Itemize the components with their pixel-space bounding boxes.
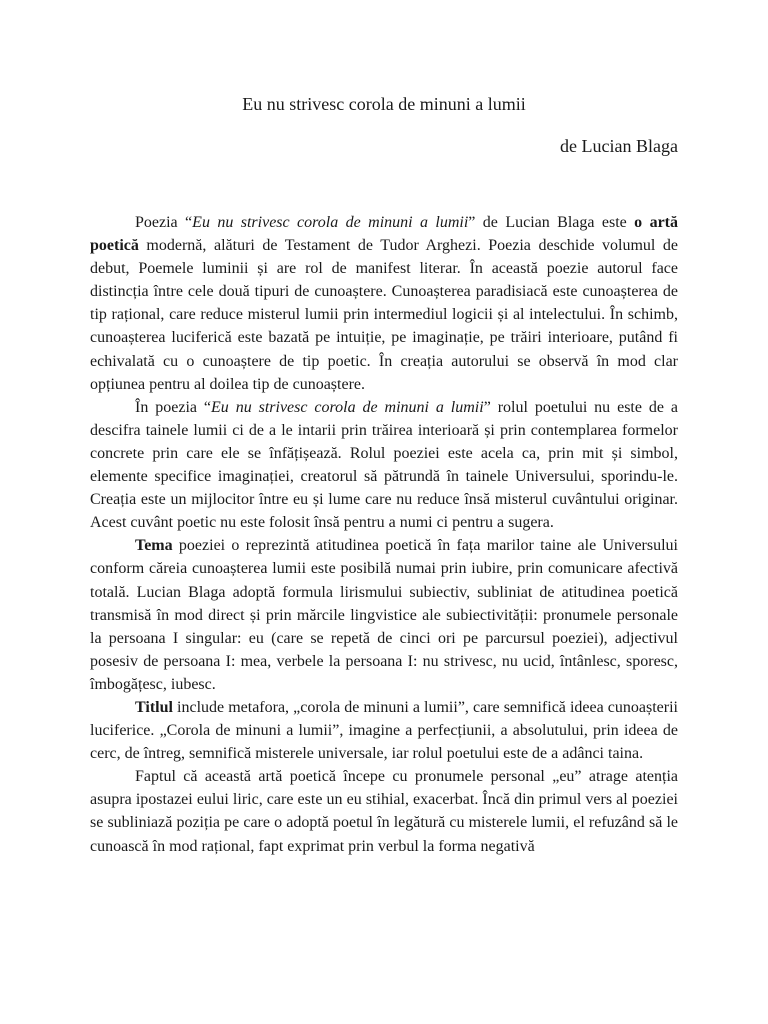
document-title: Eu nu strivesc corola de minuni a lumii [242,94,526,114]
bold-phrase: o artă poetică [90,214,679,255]
text-run: Faptul că această artă poetică începe cu pronumele personal „eu” atrage atenția asupra ipostazei eului liric, care este un eu stihial, exacerbat. Încă din primul vers al poeziei se subliniază poziția pe care o adoptă poetul în legătură cu misterele lumii, el refuzând să le cunoască în mod rațional, fapt exprimat prin verbul la forma negativă [90,768,678,855]
text-run: modernă, alături de Testament de Tudor Arghezi. Poezia deschide volumul de debut, Poemele luminii și are rol de manifest literar. În această poezie autorul face distincția între cele două tipuri de cunoaștere. Cunoașterea paradisiacă este cunoașterea de tip rațional, care reduce misterul lumii prin intermediul logicii și al intelectului. În schimb, cunoașterea luciferică este bazată pe intuiție, pe imaginație, pe trăiri interioare, putând fi echivalată cu o cunoaștere de tip poetic. În creația autorului se observă în mod clar opțiunea pentru al doilea tip de cunoaștere. [90,237,678,393]
paragraph-2 [90,396,678,535]
text-run: Poezia “ [135,214,193,231]
paragraph-4 [90,696,678,765]
paragraph-1 [90,211,678,396]
text-run: ” rolul poetului nu este de a descifra tainele lumii ci de a le intarii prin trăirea interioară și prin contemplarea formelor concrete prin care ele se înfățișează. Rolul poeziei este acela ca, prin mit și simbol, elemente specifice imaginației, creatorul să pătrundă în tainele Universului, sporindu-le. Creația este un mijlocitor între eu și lume care nu reduce însă misterul cuvântului originar. Acest cuvânt poetic nu este folosit însă pentru a numi ci pentru a sugera. [90,398,679,532]
text-run: poeziei o reprezintă atitudinea poetică în fața marilor taine ale Universului conform căreia cunoașterea lumii este posibilă numai prin iubire, prin comunicare afectivă totală. Lucian Blaga adoptă formula lirismului subiectiv, subliniat de atitudinea poetică transmisă în mod direct și prin mărcile lingvistice ale subiectivității: pronumele personale la persoana I singular: eu (care se repetă de cinci ori pe parcursul poeziei), adjectivul posesiv de persoana I: mea, verbele la persoana I: nu strivesc, nu ucid, întânlesc, sporesc, îmbogățesc, iubesc. [90,537,678,693]
document-body [90,211,678,858]
text-run: include metafora, „corola de minuni a lumii”, care semnifică ideea cunoașterii luciferice. „Corola de minuni a lumii”, imagine a perfecțiunii, a absolutului, prin ideea de cerc, de întreg, semnifică misterele universale, iar rolul poetului este de a adânci taina. [90,698,678,763]
bold-keyword-titlul: Titlul [135,698,173,716]
paragraph-5 [90,765,678,857]
paragraph-3 [90,534,678,696]
italic-title-ref: Eu nu strivesc corola de minuni a lumii [211,398,484,416]
author-line: de Lucian Blaga [560,136,678,156]
text-run: ” de Lucian Blaga este [468,214,635,231]
bold-keyword-tema: Tema [135,537,173,555]
italic-title-ref: Eu nu strivesc corola de minuni a lumii [192,214,469,231]
text-run: În poezia “ [135,398,212,416]
